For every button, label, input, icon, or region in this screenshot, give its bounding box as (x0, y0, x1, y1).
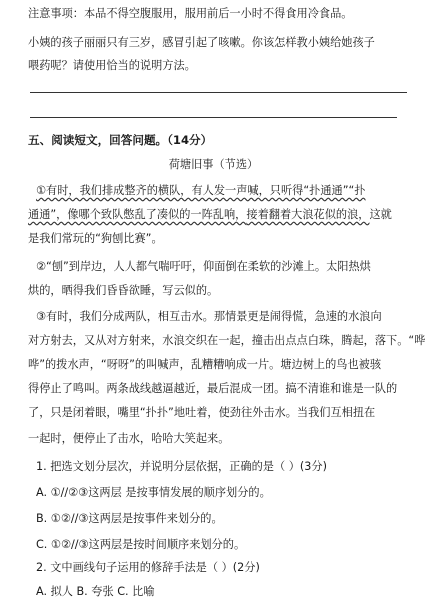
paragraph-3-line-1: ③有时，我们分成两队，相互击水。那情景更是闹得慌，急速的水浪向 (36, 310, 382, 323)
paragraph-3-line-6: 一起时，便停止了击水，哈哈大笑起来。 (28, 432, 230, 445)
paragraph-1-line-2 (0, 208, 427, 222)
question-2-options: A. 拟人 B. 夸张 C. 比喻 (36, 585, 155, 598)
paragraph-3-line-3: 哗”的拨水声，“呀呀”的叫喊声，乱糟糟响成一片。塘边树上的鸟也被骇 (28, 358, 382, 371)
underlined-sentence-part-3: 接着翻着大浪花似的浪， (246, 208, 370, 221)
paragraph-3-line-4: 得停止了鸣叫。两条战线越逼越近，最后混成一团。搞不清谁和谁是一队的 (28, 382, 398, 395)
section-heading: 五、阅读短文，回答问题。（14分） (28, 133, 213, 147)
underlined-sentence-part-1: ①有时，我们排成整齐的横队，有人发一声喊，只听得“扑通通”“扑 (36, 184, 366, 197)
paragraph-3-line-2: 对方射去，又从对方射来，水浪交织在一起，撞击出点点白珠，腾起，落下。“哗 (28, 334, 426, 347)
question-1-option-c: C. ①②//③这两层是按时间顺序来划分的。 (36, 538, 246, 551)
paragraph-2-line-2: 烘的，晒得我们昏昏欲睡，写云似的。 (28, 284, 219, 297)
prompt-line-1: 小姨的孩子丽丽只有三岁，感冒引起了咳嗽。你该怎样教小姨给她孩子 (28, 36, 375, 49)
paragraph-1-text: 这就 (369, 208, 392, 221)
paragraph-1-line-1 (0, 184, 427, 198)
answer-line-1 (30, 92, 407, 93)
paragraph-1-line-3: 是我们常玩的“狗刨比赛”。 (28, 232, 163, 245)
notice-line-1: 注意事项：本品不得空腹服用，服用前后一小时不得食用冷食品。 (28, 7, 353, 20)
question-2: 2. 文中画线句子运用的修辞手法是（ ）(2分) (36, 561, 260, 574)
underlined-sentence-part-2: 通通”，像哪个致队憋乱了凑似的一阵乱响， (28, 208, 247, 221)
passage-title: 荷塘旧事（节选） (168, 158, 259, 171)
paragraph-3-line-5: 了，只是闭着眼，嘴里“扑扑”地吐着，使劲往外击水。当我们互相扭在 (28, 406, 376, 419)
prompt-line-2: 喂药呢？请使用恰当的说明方法。 (28, 59, 196, 72)
paragraph-2-line-1: ②“刨”到岸边，人人都气喘吁吁，仰面倒在柔软的沙滩上。太阳热烘 (36, 260, 371, 273)
answer-line-2 (30, 117, 397, 118)
question-1: 1. 把选文划分层次，并说明分层依据，正确的是（ ）(3分) (36, 460, 327, 473)
question-1-option-a: A. ①//②③这两层 是按事情发展的顺序划分的。 (36, 486, 271, 499)
question-1-option-b: B. ①②//③这两层是按事件来划分的。 (36, 512, 223, 525)
